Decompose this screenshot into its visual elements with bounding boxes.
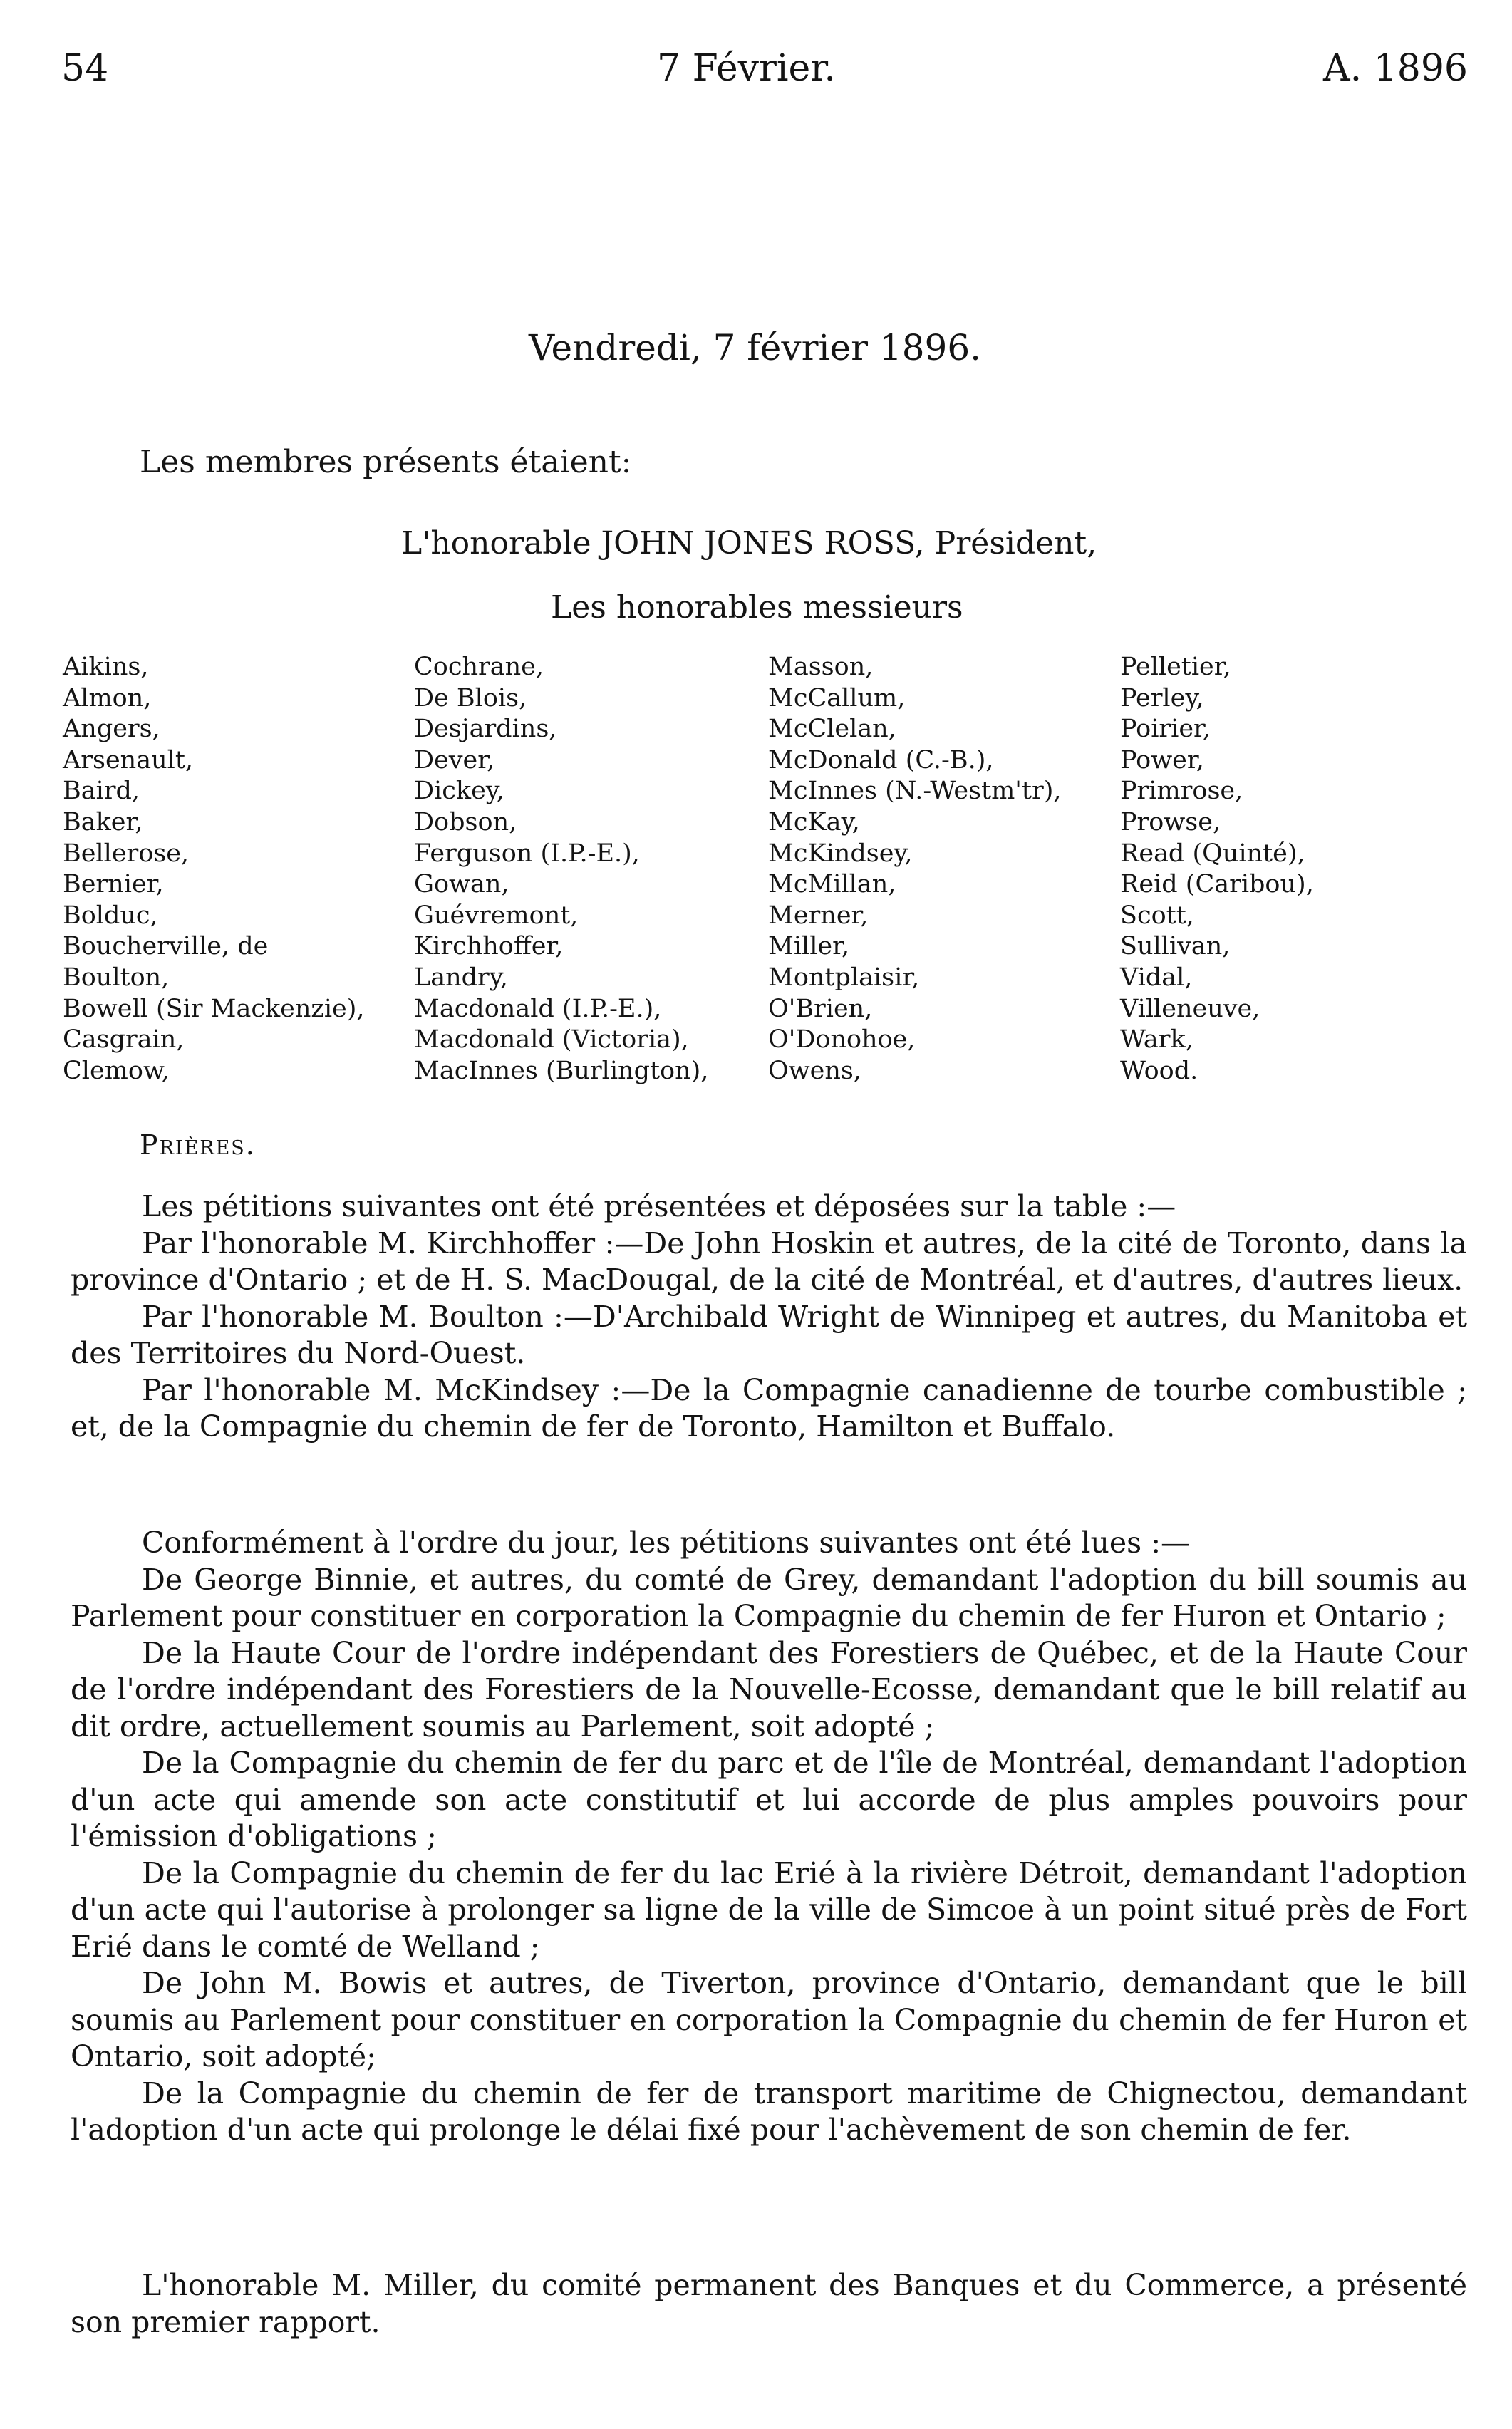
member-name: McMillan, bbox=[768, 870, 896, 899]
paragraph: De la Compagnie du chemin de fer de transport maritime de Chignectou, demandant l'adoption d'un acte qui prolonge le délai fixé pour l'achèvement de son chemin de fer. bbox=[71, 2076, 1467, 2147]
sitting-date-title: Vendredi, 7 février 1896. bbox=[529, 327, 982, 368]
member-name: McInnes (N.-Westm'tr), bbox=[768, 777, 1062, 806]
paragraph: Par l'honorable M. Kirchhoffer :—De John Hoskin et autres, de la cité de Toronto, dans la province d'Ontario ; et de H. S. MacDougal, de la cité de Montréal, et d'autres, d'autres lieux. bbox=[71, 1226, 1467, 1297]
member-name: Bellerose, bbox=[63, 839, 190, 868]
member-name: Arsenault, bbox=[63, 745, 194, 775]
member-name: Scott, bbox=[1120, 901, 1194, 930]
member-name: Read (Quinté), bbox=[1120, 839, 1305, 868]
member-name: Vidal, bbox=[1120, 963, 1193, 992]
member-name: Guévremont, bbox=[414, 901, 579, 930]
paragraph: De la Haute Cour de l'ordre indépendant des Forestiers de Québec, et de la Haute Cour de l'ordre indépendant des Forestiers de la Nouvelle-Ecosse, demandant que le bill relatif au dit ordre, actuellement soumis au Parlement, soit adopté ; bbox=[71, 1635, 1467, 1744]
member-name: Wood. bbox=[1120, 1056, 1198, 1085]
member-name: Bernier, bbox=[63, 870, 164, 899]
member-name: Baker, bbox=[63, 807, 143, 837]
member-name: Casgrain, bbox=[63, 1025, 185, 1055]
paragraph: De la Compagnie du chemin de fer du parc et de l'île de Montréal, demandant l'adoption d'un acte qui amende son acte constitutif et lui accorde de plus amples pouvoirs pour l'émission d'obligations ; bbox=[71, 1746, 1467, 1853]
petitions-read-section bbox=[71, 1525, 1467, 2149]
member-name: Merner, bbox=[768, 901, 869, 930]
member-name: Power, bbox=[1120, 745, 1204, 775]
member-name: Perley, bbox=[1120, 683, 1204, 713]
paragraph: L'honorable M. Miller, du comité permanent des Banques et du Commerce, a présenté son premier rapport. bbox=[71, 2268, 1467, 2339]
member-name: Ferguson (I.P.-E.), bbox=[414, 839, 640, 868]
member-name: Wark, bbox=[1120, 1025, 1193, 1055]
members-present-intro: Les membres présents étaient: bbox=[140, 444, 632, 480]
member-name: Primrose, bbox=[1120, 777, 1243, 806]
member-name: Montplaisir, bbox=[768, 963, 920, 992]
paragraph: De George Binnie, et autres, du comté de Grey, demandant l'adoption du bill soumis au Parlement pour constituer en corporation la Compagnie du chemin de fer Huron et Ontario ; bbox=[71, 1562, 1467, 1633]
running-header-date: 7 Février. bbox=[657, 47, 836, 90]
member-name: O'Brien, bbox=[768, 994, 873, 1023]
member-name: Dever, bbox=[414, 745, 495, 775]
member-name: Prowse, bbox=[1120, 807, 1221, 837]
page-number: 54 bbox=[61, 47, 109, 90]
member-name: Gowan, bbox=[414, 870, 509, 899]
petitions-presented-section bbox=[71, 1188, 1467, 1446]
member-name: Miller, bbox=[768, 932, 850, 961]
member-name: Owens, bbox=[768, 1056, 861, 1085]
president-line: L'honorable JOHN JONES ROSS, Président, bbox=[401, 525, 1097, 561]
paragraph: Les pétitions suivantes ont été présentées et déposées sur la table :— bbox=[142, 1189, 1176, 1223]
members-list bbox=[63, 652, 1481, 1087]
member-name: McDonald (C.-B.), bbox=[768, 745, 994, 775]
member-name: Masson, bbox=[768, 653, 874, 681]
paragraph: Conformément à l'ordre du jour, les pétitions suivantes ont été lues :— bbox=[142, 1526, 1191, 1560]
member-name: McClelan, bbox=[768, 715, 896, 744]
member-name: Villeneuve, bbox=[1120, 994, 1260, 1023]
members-column-4 bbox=[1120, 652, 1314, 1087]
member-name: Dickey, bbox=[414, 777, 505, 806]
member-name: Kirchhoffer, bbox=[414, 932, 564, 961]
member-name: Clemow, bbox=[63, 1056, 170, 1085]
member-name: Cochrane, bbox=[414, 653, 544, 681]
paragraph: De John M. Bowis et autres, de Tiverton, province d'Ontario, demandant que le bill soumis au Parlement pour constituer en corporation la Compagnie du chemin de fer Huron et Ontario, soit adopté; bbox=[71, 1966, 1467, 2073]
member-name: Dobson, bbox=[414, 807, 517, 837]
member-name: McKindsey, bbox=[768, 839, 913, 868]
members-column-2 bbox=[414, 652, 708, 1087]
honorables-heading: Les honorables messieurs bbox=[551, 589, 963, 626]
paragraph: Par l'honorable M. McKindsey :—De la Compagnie canadienne de tourbe combustible ; et, de la Compagnie du chemin de fer de Toronto, Hamilton et Buffalo. bbox=[71, 1372, 1467, 1444]
member-name: McCallum, bbox=[768, 683, 906, 713]
member-name: McKay, bbox=[768, 807, 860, 837]
member-name: Bowell (Sir Mackenzie), bbox=[63, 994, 365, 1023]
member-name: De Blois, bbox=[414, 683, 527, 713]
member-name: Macdonald (Victoria), bbox=[414, 1025, 689, 1055]
member-name: MacInnes (Burlington), bbox=[414, 1056, 709, 1085]
members-column-3 bbox=[768, 652, 1061, 1087]
running-header-year: A. 1896 bbox=[1323, 47, 1468, 90]
member-name: Desjardins, bbox=[414, 715, 557, 744]
paragraph: De la Compagnie du chemin de fer du lac Erié à la rivière Détroit, demandant l'adoption d'un acte qui l'autorise à prolonger sa ligne de la ville de Simcoe à un point situé près de Fort Erié dans le comté de Welland ; bbox=[71, 1855, 1467, 1964]
member-name: Boucherville, de bbox=[63, 932, 269, 961]
member-name: Landry, bbox=[414, 963, 509, 992]
prayers-heading: Prières. bbox=[140, 1129, 256, 1161]
member-name: Poirier, bbox=[1120, 715, 1211, 744]
member-name: Macdonald (I.P.-E.), bbox=[414, 994, 662, 1023]
member-name: Baird, bbox=[63, 777, 140, 806]
member-name: O'Donohoe, bbox=[768, 1025, 916, 1055]
member-name: Angers, bbox=[63, 715, 160, 744]
members-column-1 bbox=[63, 652, 365, 1087]
paragraph: Par l'honorable M. Boulton :—D'Archibald Wright de Winnipeg et autres, du Manitoba et des Territoires du Nord-Ouest. bbox=[71, 1299, 1467, 1370]
member-name: Sullivan, bbox=[1120, 932, 1231, 961]
member-name: Reid (Caribou), bbox=[1120, 870, 1314, 899]
member-name: Almon, bbox=[63, 683, 152, 713]
member-name: Bolduc, bbox=[63, 901, 158, 930]
member-name: Pelletier, bbox=[1120, 653, 1231, 681]
member-name: Boulton, bbox=[63, 963, 170, 992]
committee-report-section bbox=[71, 2267, 1467, 2341]
member-name: Aikins, bbox=[63, 653, 149, 681]
